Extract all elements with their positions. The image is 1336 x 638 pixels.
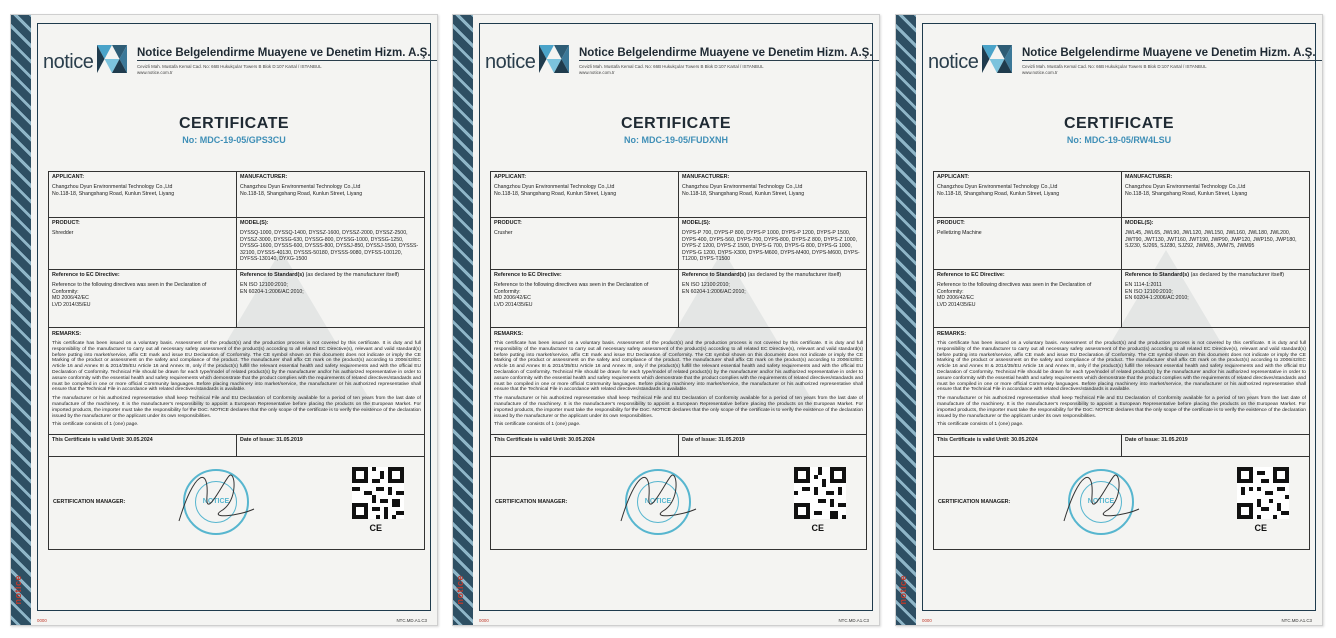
- remarks-paragraph-1: This certificate has been issued on a voluntary basis. Assessment of the product(s) and the production process is not covered by this certificate. It is duty and full responsibility of the manufacturer to carry out all necessary safety assessment of the product(s) according to all related EC Directive(s), relevant and valid standard(s) before putting into market/service, affix CE mark and issue EU Declaration of Conformity. The CE symbol shown on this document does not indicate or imply the CE Marking of the product or assessment on the safety and compliance of the product. The manufacturer shall affix CE mark on the product(s) according to 2006/42/EC Article 16 and Annex III & 2014/35/EU Article 16 and Annex III, only if the product(s) fulfill the relevant essential health and safety requirements and with the official EU Declaration of Conformity. Technical File should be drawn for each type/model of related product(s) by the manufacturer and/or his authorized representative in order to assure conformity with the essential health and safety requirements which demonstrate that the product complies with the requirements of related directives/standards and must be compiled in one or more official Community languages. Before placing machinery into market/service, the manufacturer or his authorized representative shall ensure that the Technical File in accordance with related directives/standards is available.: [494, 341, 863, 393]
- remarks-row: [934, 328, 1309, 435]
- directive-lvd: LVD 2014/35/EU: [52, 301, 91, 308]
- company-name: Notice Belgelendirme Muayene ve Denetim Hizm. A.Ş.: [579, 47, 873, 59]
- certificate-2: [452, 14, 880, 626]
- header: [43, 39, 431, 87]
- standards-cell: [1121, 270, 1309, 327]
- applicant-address: No.118-18, Shangshang Road, Kunlun Street, Liyang: [52, 190, 175, 197]
- remarks-label: REMARKS:: [937, 331, 967, 337]
- header-rule: [1022, 60, 1322, 61]
- stamp-text: NOTICE: [1087, 498, 1115, 506]
- remarks-paragraph-3: This certificate consists of 1 (one) page.: [494, 422, 581, 428]
- directive-md: MD 2006/42/EC: [937, 295, 974, 302]
- directive-md: MD 2006/42/EC: [494, 295, 531, 302]
- date-of-issue: Date of Issue: 31.05.2019: [1121, 435, 1309, 456]
- signature-icon: [169, 461, 259, 531]
- standards-note: (as declared by the manufacturer itself): [305, 272, 400, 278]
- models-list: JWL45, JWL65, JWL90, JWL120, JWL150, JWL160, JWL180, JWL200, JWT90, JWT130, JWT160, JWT190, JWP90, JWP120, JWP150, JWP180, SJ230, SJ265, SJZ80, SJZ92, JWM65, JWM75, JWM95: [1125, 230, 1297, 250]
- footer-code: NTC.MD.A1.C3: [1281, 618, 1312, 623]
- notice-logo-icon: [980, 41, 1014, 81]
- parties-row: [491, 172, 866, 218]
- directive-md: MD 2006/42/EC: [52, 295, 89, 302]
- models-label: MODEL(S):: [682, 220, 711, 226]
- product-label: PRODUCT:: [52, 220, 80, 226]
- signature-row: [49, 457, 424, 549]
- directive-cell: [934, 270, 1121, 327]
- footer-number: 0000: [922, 618, 932, 623]
- decorative-stripe: [896, 15, 916, 625]
- certificate-3: [895, 14, 1323, 626]
- qr-code-icon: [352, 467, 404, 519]
- standard-1: EN ISO 12100:2010;: [682, 282, 730, 289]
- applicant-name: Changzhou Dyun Environmental Technology Co.,Ltd: [494, 184, 615, 191]
- models-list: DYSSQ-1000, DYSSQ-1400, DYSSZ-1600, DYSSZ-2000, DYSSZ-2500, DYSSZ-3000, DYSSG-630, DYSSG-800, DYSSG-1000, DYSSG-1250, DYSSG-1600, DYSSS-600, DYSSS-800, DYSSJ-850, DYSSJ-1500, DYSSS-32100, DYSSS-40130, DYSSS-50180, DYSSS-9080, DYFSS-100120, DYFSS-130140, DYXG-1500: [240, 230, 419, 263]
- standards-note: (as declared by the manufacturer itself): [747, 272, 842, 278]
- remarks-paragraph-3: This certificate consists of 1 (one) page.: [937, 422, 1024, 428]
- applicant-label: APPLICANT:: [937, 174, 970, 180]
- certificate-title: CERTIFICATE: [178, 115, 290, 132]
- applicant-name: Changzhou Dyun Environmental Technology Co.,Ltd: [52, 184, 173, 191]
- company-name: Notice Belgelendirme Muayene ve Denetim Hizm. A.Ş.: [137, 47, 431, 59]
- remarks-paragraph-2: The manufacturer or his authorized representative shall keep Technical File and EU Declaration of Conformity available for a period of ten years from the last date of manufacture of the machinery. It is the manufacturer's responsibility to appoint a European Representative before placing the products on the European Market. For imported products, the importer must take the responsibility for the DoC. NOTICE declares that the only scope of the certificate is to verify the existence of the declaration issued by the manufacturer or the applicant under its own responsibilities.: [937, 396, 1306, 419]
- validity-row: [934, 435, 1309, 457]
- header-rule: [137, 60, 437, 61]
- signature-row: [491, 457, 866, 549]
- applicant-cell: [934, 172, 1121, 217]
- applicant-label: APPLICANT:: [52, 174, 85, 180]
- signature-icon: [1054, 461, 1144, 531]
- ce-mark: CE: [1254, 523, 1267, 534]
- stripe-label: notice: [455, 575, 465, 605]
- applicant-name: Changzhou Dyun Environmental Technology Co.,Ltd: [937, 184, 1058, 191]
- company-address: Cevizli Mah. Mustafa Kemal Cad. No: 66B Hukukçular Towers B Blok D:107 Kartal / ISTANBUL: [579, 64, 764, 69]
- validity-row: [49, 435, 424, 457]
- ce-mark: CE: [811, 523, 824, 534]
- remarks-paragraph-2: The manufacturer or his authorized representative shall keep Technical File and EU Declaration of Conformity available for a period of ten years from the last date of manufacture of the machinery. It is the manufacturer's responsibility to appoint a European Representative before placing the products on the European Market. For imported products, the importer must take the responsibility for the DoC. NOTICE declares that the only scope of the certificate is to verify the existence of the declaration issued by the manufacturer or the applicant under its own responsibilities.: [494, 396, 863, 419]
- manufacturer-label: MANUFACTURER:: [240, 174, 288, 180]
- reference-row: [934, 270, 1309, 328]
- product-name: Pelletizing Machine: [937, 230, 982, 237]
- logo-word: notice: [485, 51, 536, 73]
- remarks-paragraph-2: The manufacturer or his authorized representative shall keep Technical File and EU Declaration of Conformity available for a period of ten years from the last date of manufacture of the machinery. It is the manufacturer's responsibility to appoint a European Representative before placing the products on the European Market. For imported products, the importer must take the responsibility for the DoC. NOTICE declares that the only scope of the certificate is to verify the existence of the declaration issued by the manufacturer or the applicant under its own responsibilities.: [52, 396, 421, 419]
- certificate-number: No: MDC-19-05/RW4LSU: [1066, 135, 1172, 145]
- company-address: Cevizli Mah. Mustafa Kemal Cad. No: 66B Hukukçular Towers B Blok D:107 Kartal / ISTANBUL: [137, 64, 322, 69]
- standards-label: Reference to Standard(s): [682, 272, 747, 278]
- models-label: MODEL(S):: [240, 220, 269, 226]
- product-cell: [49, 218, 236, 269]
- standards-label: Reference to Standard(s): [1125, 272, 1190, 278]
- valid-until: This Certificate is valid Until: 30.05.2024: [937, 437, 1038, 444]
- manufacturer-label: MANUFACTURER:: [1125, 174, 1173, 180]
- validity-row: [491, 435, 866, 457]
- manufacturer-label: MANUFACTURER:: [682, 174, 730, 180]
- manufacturer-name: Changzhou Dyun Environmental Technology Co.,Ltd: [682, 184, 803, 191]
- directive-label: Reference to EC Directive:: [52, 272, 120, 278]
- remarks-paragraph-1: This certificate has been issued on a voluntary basis. Assessment of the product(s) and the production process is not covered by this certificate. It is duty and full responsibility of the manufacturer to carry out all necessary safety assessment of the product(s) according to all related EC Directive(s), relevant and valid standard(s) before putting into market/service, affix CE mark and issue EU Declaration of Conformity. The CE symbol shown on this document does not indicate or imply the CE Marking of the product or assessment on the safety and compliance of the product. The manufacturer shall affix CE mark on the product(s) according to 2006/42/EC Article 16 and Annex III & 2014/35/EU Article 16 and Annex III, only if the product(s) fulfill the relevant essential health and safety requirements and with the official EU Declaration of Conformity. Technical File should be drawn for each type/model of related product(s) by the manufacturer and/or his authorized representative in order to assure conformity with the essential health and safety requirements which demonstrate that the product complies with the requirements of related directives/standards and must be compiled in one or more official Community languages. Before placing machinery into market/service, the manufacturer or his authorized representative shall ensure that the Technical File in accordance with related directives/standards is available.: [52, 341, 421, 393]
- models-list: DYPS-P 700, DYPS-P 800, DYPS-P 1000, DYPS-P 1200, DYPS-P 1500, DYPS-400, DYPS-560, DYPS-700, DYPS-800, DYPS-Z 800, DYPS-Z 1000, DYPS-Z 1200, DYPS-Z 1500, DYPS-G 700, DYPS-G 800, DYPS-G 1000, DYPS-G 1200, DYPS-X300, DYPS-M600, DYPS-M400, DYPS-M600, DYPS-T1200, DYPS-T1500: [682, 230, 860, 263]
- applicant-label: APPLICANT:: [494, 174, 527, 180]
- company-website: www.notice.com.tr: [1022, 70, 1058, 75]
- qr-code-icon: [794, 467, 846, 519]
- certificate-title: CERTIFICATE: [1063, 115, 1175, 132]
- stripe-label: notice: [898, 575, 908, 605]
- reference-row: [491, 270, 866, 328]
- certificate-table: [933, 171, 1310, 550]
- directive-cell: [49, 270, 236, 327]
- qr-code-icon: [1237, 467, 1289, 519]
- product-name: Crusher: [494, 230, 513, 237]
- manufacturer-address: No.118-18, Shangshang Road, Kunlun Street, Liyang: [1125, 190, 1248, 197]
- product-cell: [491, 218, 678, 269]
- date-of-issue: Date of Issue: 31.05.2019: [678, 435, 866, 456]
- certification-manager-label: CERTIFICATION MANAGER:: [938, 499, 1011, 506]
- standards-cell: [678, 270, 866, 327]
- standard-2: EN ISO 12100:2010;: [1125, 288, 1173, 295]
- directive-label: Reference to EC Directive:: [937, 272, 1005, 278]
- parties-row: [934, 172, 1309, 218]
- directive-lvd: LVD 2014/35/EU: [494, 301, 533, 308]
- remarks-row: [491, 328, 866, 435]
- footer-number: 0000: [37, 618, 47, 623]
- footer-code: NTC.MD.A1.C3: [396, 618, 427, 623]
- product-label: PRODUCT:: [494, 220, 522, 226]
- models-label: MODEL(S):: [1125, 220, 1154, 226]
- remarks-paragraph-3: This certificate consists of 1 (one) page.: [52, 422, 139, 428]
- applicant-address: No.118-18, Shangshang Road, Kunlun Street, Liyang: [937, 190, 1060, 197]
- company-website: www.notice.com.tr: [137, 70, 173, 75]
- certificate-1: [10, 14, 438, 626]
- standard-3: EN 60204-1:2006/AC:2010;: [1125, 295, 1189, 302]
- manufacturer-cell: [678, 172, 866, 217]
- certificate-number: No: MDC-19-05/FUDXNH: [623, 135, 728, 145]
- footer-number: 0000: [479, 618, 489, 623]
- product-cell: [934, 218, 1121, 269]
- notice-logo-icon: [537, 41, 571, 81]
- directive-lvd: LVD 2014/35/EU: [937, 301, 976, 308]
- parties-row: [49, 172, 424, 218]
- product-row: [491, 218, 866, 270]
- standards-note: (as declared by the manufacturer itself): [1190, 272, 1285, 278]
- manufacturer-cell: [236, 172, 424, 217]
- standard-2: EN 60204-1:2006/AC:2010;: [240, 288, 304, 295]
- logo-word: notice: [928, 51, 979, 73]
- directive-cell: [491, 270, 678, 327]
- applicant-cell: [491, 172, 678, 217]
- product-label: PRODUCT:: [937, 220, 965, 226]
- remarks-label: REMARKS:: [52, 331, 82, 337]
- company-website: www.notice.com.tr: [579, 70, 615, 75]
- manufacturer-cell: [1121, 172, 1309, 217]
- standard-2: EN 60204-1:2006/AC:2010;: [682, 288, 746, 295]
- product-name: Shredder: [52, 230, 74, 237]
- models-cell: [1121, 218, 1309, 269]
- manufacturer-name: Changzhou Dyun Environmental Technology Co.,Ltd: [1125, 184, 1246, 191]
- certificate-table: [48, 171, 425, 550]
- stamp-text: NOTICE: [202, 498, 230, 506]
- applicant-cell: [49, 172, 236, 217]
- company-address: Cevizli Mah. Mustafa Kemal Cad. No: 66B Hukukçular Towers B Blok D:107 Kartal / ISTANBUL: [1022, 64, 1207, 69]
- directive-text: Reference to the following directives was seen in the Declaration of Conformity:: [52, 282, 207, 295]
- decorative-stripe: [11, 15, 31, 625]
- certificate-title: CERTIFICATE: [620, 115, 732, 132]
- stripe-label: notice: [13, 575, 23, 605]
- standard-1: EN 1114-1:2011: [1125, 282, 1162, 289]
- models-cell: [236, 218, 424, 269]
- remarks-row: [49, 328, 424, 435]
- valid-until: This Certificate is valid Until: 30.05.2024: [494, 437, 595, 444]
- remarks-paragraph-1: This certificate has been issued on a voluntary basis. Assessment of the product(s) and the production process is not covered by this certificate. It is duty and full responsibility of the manufacturer to carry out all necessary safety assessment of the product(s) according to all related EC Directive(s), relevant and valid standard(s) before putting into market/service, affix CE mark and issue EU Declaration of Conformity. The CE symbol shown on this document does not indicate or imply the CE Marking of the product or assessment on the safety and compliance of the product. The manufacturer shall affix CE mark on the product(s) according to 2006/42/EC Article 16 and Annex III & 2014/35/EU Article 16 and Annex III, only if the product(s) fulfill the relevant essential health and safety requirements and with the official EU Declaration of Conformity. Technical File should be drawn for each type/model of related product(s) by the manufacturer and/or his authorized representative in order to assure conformity with the essential health and safety requirements which demonstrate that the product complies with the requirements of related directives/standards and must be compiled in one or more official Community languages. Before placing machinery into market/service, the manufacturer or his authorized representative shall ensure that the Technical File in accordance with related directives/standards is available.: [937, 341, 1306, 393]
- ce-mark: CE: [369, 523, 382, 534]
- manufacturer-name: Changzhou Dyun Environmental Technology Co.,Ltd: [240, 184, 361, 191]
- certification-manager-label: CERTIFICATION MANAGER:: [53, 499, 126, 506]
- header: [485, 39, 873, 87]
- standards-label: Reference to Standard(s): [240, 272, 305, 278]
- directive-text: Reference to the following directives was seen in the Declaration of Conformity:: [494, 282, 649, 295]
- notice-logo-icon: [95, 41, 129, 81]
- product-row: [934, 218, 1309, 270]
- certificate-table: [490, 171, 867, 550]
- valid-until: This Certificate is valid Until: 30.05.2024: [52, 437, 153, 444]
- signature-icon: [611, 461, 701, 531]
- certification-manager-label: CERTIFICATION MANAGER:: [495, 499, 568, 506]
- header-rule: [579, 60, 879, 61]
- signature-row: [934, 457, 1309, 549]
- manufacturer-address: No.118-18, Shangshang Road, Kunlun Street, Liyang: [682, 190, 805, 197]
- manufacturer-address: No.118-18, Shangshang Road, Kunlun Street, Liyang: [240, 190, 363, 197]
- applicant-address: No.118-18, Shangshang Road, Kunlun Street, Liyang: [494, 190, 617, 197]
- header: [928, 39, 1316, 87]
- directive-label: Reference to EC Directive:: [494, 272, 562, 278]
- decorative-stripe: [453, 15, 473, 625]
- product-row: [49, 218, 424, 270]
- footer-code: NTC.MD.A1.C3: [838, 618, 869, 623]
- reference-row: [49, 270, 424, 328]
- remarks-label: REMARKS:: [494, 331, 524, 337]
- standards-cell: [236, 270, 424, 327]
- standard-1: EN ISO 12100:2010;: [240, 282, 288, 289]
- logo-word: notice: [43, 51, 94, 73]
- company-name: Notice Belgelendirme Muayene ve Denetim Hizm. A.Ş.: [1022, 47, 1316, 59]
- directive-text: Reference to the following directives was seen in the Declaration of Conformity:: [937, 282, 1092, 295]
- models-cell: [678, 218, 866, 269]
- certificate-number: No: MDC-19-05/GPS3CU: [182, 135, 286, 145]
- stamp-text: NOTICE: [644, 498, 672, 506]
- date-of-issue: Date of Issue: 31.05.2019: [236, 435, 424, 456]
